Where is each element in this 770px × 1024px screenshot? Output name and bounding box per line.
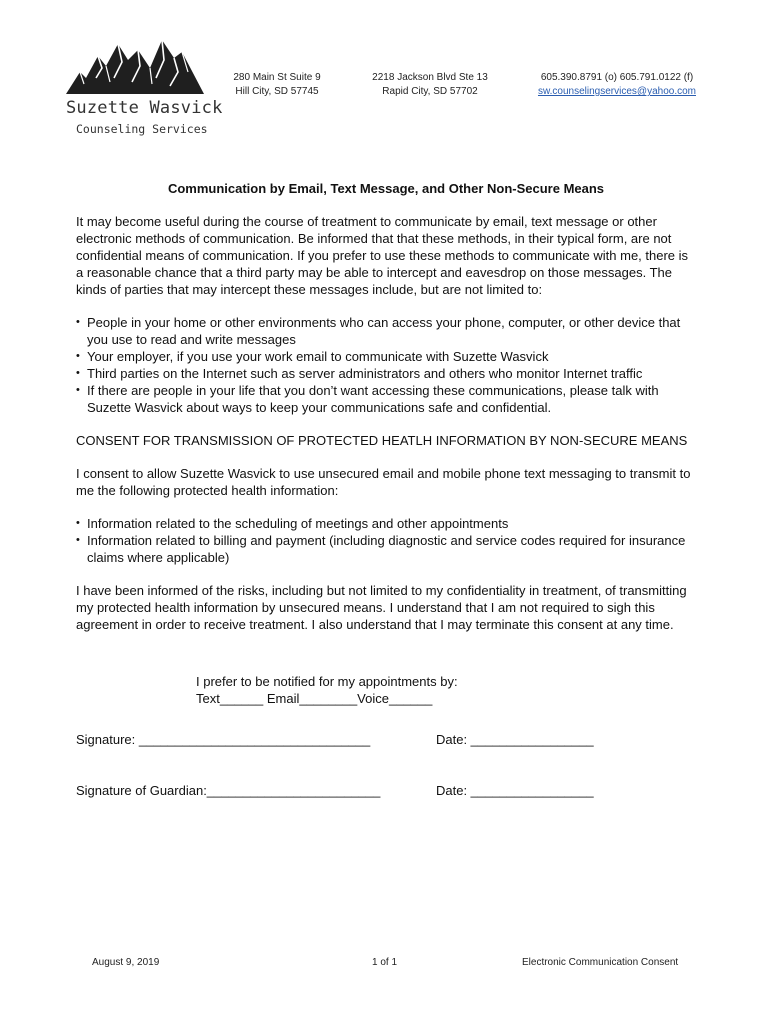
date-field[interactable]: Date: _________________ [436,732,594,747]
document-body [76,180,696,799]
guardian-date-field[interactable]: Date: _________________ [436,783,594,798]
email-link[interactable]: sw.counselingservices@yahoo.com [537,86,696,97]
signature-field[interactable]: Signature: ________________________________ [76,732,371,747]
office-address-rapid-city [360,71,500,99]
guardian-signature-field[interactable]: Signature of Guardian:________________________ [76,783,381,798]
info-list [76,515,696,566]
intro-paragraph: It may become useful during the course of treatment to communicate by email, text message or other electronic methods of communication. Be informed that that these methods, in their typical form, are not confidential means of communication. If you prefer to use these methods to communicate with me, there is a reasonable chance that a third party may be able to intercept and eavesdrop on those messages. The kinds of parties that may intercept these messages include, but are not limited to: [76,214,689,297]
list-item: • Information related to billing and payment (including diagnostic and service codes required for insurance claims where applicable) [76,532,696,566]
client-signature-row [76,731,696,748]
consent-heading: CONSENT FOR TRANSMISSION OF PROTECTED HEATLH INFORMATION BY NON-SECURE MEANS [76,433,688,448]
list-item: • People in your home or other environments who can access your phone, computer, or other device that you use to read and write messages [76,314,696,348]
preference-options-field[interactable]: Text______ Email________Voice______ [196,691,433,706]
logo [62,38,223,138]
logo-name: Suzette Wasvick [66,98,223,118]
preference-label: I prefer to be notified for my appointments by: [196,674,458,689]
footer-date: August 9, 2019 [92,957,160,968]
office-address-hill-city [217,71,337,99]
address-line: 2218 Jackson Blvd Ste 13 [372,72,488,83]
footer-page-number: 1 of 1 [372,957,398,968]
phone-fax: 605.390.8791 (o) 605.791.0122 (f) [540,72,694,83]
logo-subtitle: Counseling Services [76,122,208,136]
document-title: Communication by Email, Text Message, and Other Non-Secure Means [167,181,605,196]
contact-info [522,71,712,99]
list-item: • If there are people in your life that you don’t want accessing these communications, please talk with Suzette Wasvick about ways to keep your communications safe and confidential. [76,382,696,416]
consent-paragraph: I consent to allow Suzette Wasvick to use unsecured email and mobile phone text messaging to transmit to me the following protected health information: [76,466,691,498]
list-item: • Third parties on the Internet such as server administrators and others who monitor Internet traffic [76,365,696,382]
address-line: Rapid City, SD 57702 [382,86,478,97]
list-item: • Your employer, if you use your work email to communicate with Suzette Wasvick [76,348,696,365]
acknowledgment-paragraph: I have been informed of the risks, including but not limited to my confidentiality in treatment, of transmitting my protected health information by unsecured means. I understand that I am not required to sigh this agreement in order to receive treatment. I also understand that I may terminate this consent at any time. [76,583,687,632]
mountain-logo-icon [66,38,206,96]
signature-section [76,731,696,799]
footer-form-name: Electronic Communication Consent [522,957,679,968]
notification-preference [196,673,696,707]
risk-list [76,314,696,416]
list-item: • Information related to the scheduling of meetings and other appointments [76,515,696,532]
address-line: Hill City, SD 57745 [235,86,319,97]
address-line: 280 Main St Suite 9 [233,72,321,83]
guardian-signature-row [76,782,696,799]
